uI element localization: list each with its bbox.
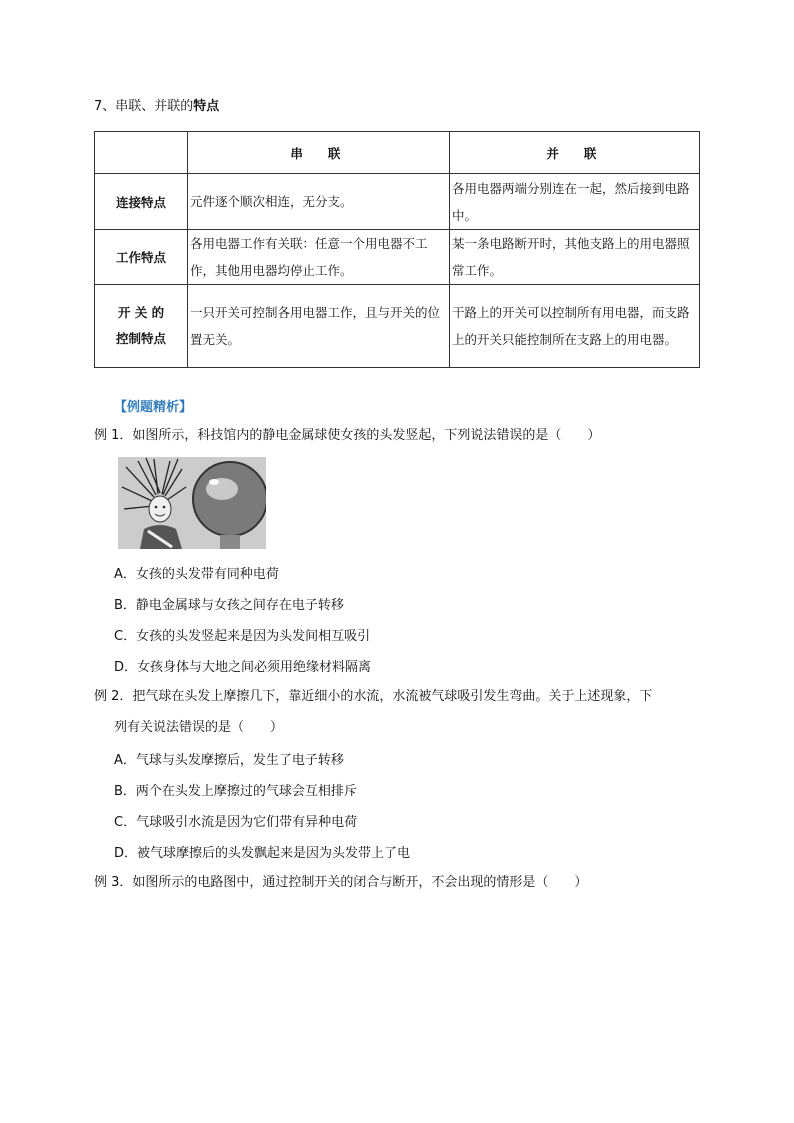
q1-option-c: C．女孩的头发竖起来是因为头发间相互吸引 — [114, 629, 371, 644]
cell-parallel-connection: 各用电器两端分别连在一起，然后接到电路中。 — [450, 174, 700, 230]
table-header-row — [95, 132, 700, 174]
table-header-series: 串 联 — [188, 132, 450, 174]
section-title-prefix: 7、串联、并联的 — [94, 99, 194, 114]
table-row — [95, 230, 700, 285]
question-2-line1: 例 2．把气球在头发上摩擦几下，靠近细小的水流，水流被气球吸引发生弯曲。关于上述现象，下 — [94, 689, 653, 704]
q1-option-b: B．静电金属球与女孩之间存在电子转移 — [114, 598, 344, 613]
table-header-empty — [95, 132, 188, 174]
cell-parallel-working: 某一条电路断开时，其他支路上的用电器照常工作。 — [450, 230, 700, 285]
q2-option-a: A．气球与头发摩擦后，发生了电子转移 — [114, 753, 344, 768]
section-title — [94, 95, 219, 114]
table-row — [95, 174, 700, 230]
table-row — [95, 285, 700, 368]
q2-option-b: B．两个在头发上摩擦过的气球会互相排斥 — [114, 784, 357, 799]
electrostatic-ball-photo — [118, 457, 266, 549]
row-head-working: 工作特点 — [95, 230, 188, 285]
row-head-switch-line2: 控制特点 — [115, 331, 166, 346]
table-header-parallel: 并 联 — [450, 132, 700, 174]
section-title-bold: 特点 — [193, 99, 220, 114]
row-head-switch — [95, 285, 188, 368]
cell-parallel-switch: 干路上的开关可以控制所有用电器，而支路上的开关只能控制所在支路上的用电器。 — [450, 285, 700, 368]
cell-series-working: 各用电器工作有关联：任意一个用电器不工作，其他用电器均停止工作。 — [188, 230, 450, 285]
comparison-table — [94, 131, 700, 368]
q2-option-c: C．气球吸引水流是因为它们带有异种电荷 — [114, 815, 358, 830]
examples-heading: 【例题精析】 — [114, 400, 193, 415]
q2-option-d: D．被气球摩擦后的头发飘起来是因为头发带上了电 — [114, 846, 411, 861]
row-head-connection: 连接特点 — [95, 174, 188, 230]
q1-option-d: D．女孩身体与大地之间必须用绝缘材料隔离 — [114, 660, 372, 675]
question-3: 例 3．如图所示的电路图中，通过控制开关的闭合与断开，不会出现的情形是（ ） — [94, 875, 588, 890]
cell-series-connection: 元件逐个顺次相连，无分支。 — [188, 174, 450, 230]
row-head-switch-line1: 开 关 的 — [117, 305, 165, 320]
cell-series-switch: 一只开关可控制各用电器工作，且与开关的位置无关。 — [188, 285, 450, 368]
q1-option-a: A．女孩的头发带有同种电荷 — [114, 567, 279, 582]
question-2-line2: 列有关说法错误的是（ ） — [114, 720, 284, 735]
question-1: 例 1．如图所示，科技馆内的静电金属球使女孩的头发竖起，下列说法错误的是（ ） — [94, 428, 601, 443]
